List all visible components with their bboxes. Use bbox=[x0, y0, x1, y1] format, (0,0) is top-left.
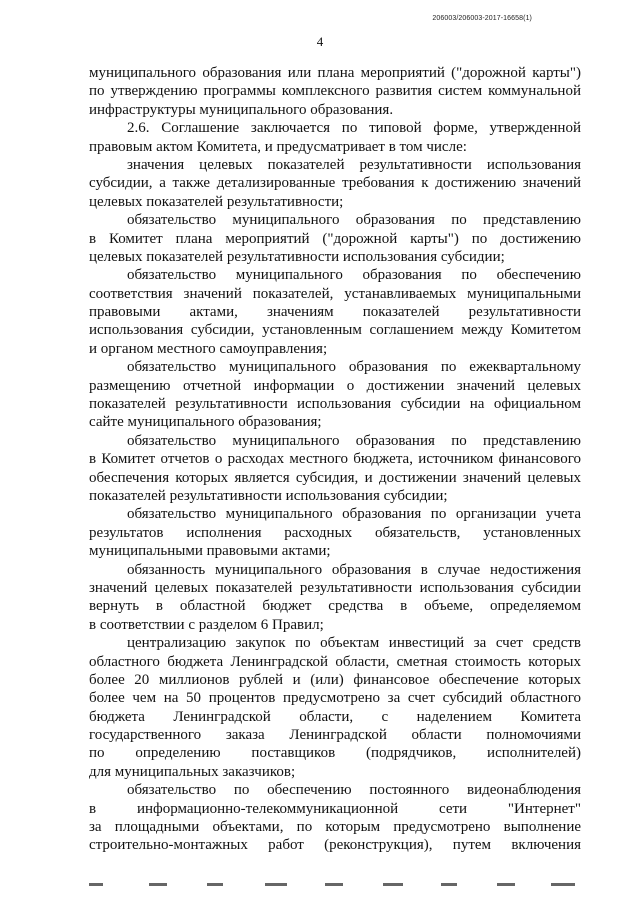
text-line: обязательство по обеспечению постоянного видеонаблюдения bbox=[127, 782, 581, 799]
text-line: 2.6. Соглашение заключается по типовой форме, утвержденной bbox=[127, 120, 581, 137]
text-line: за площадными объектами, по которым предусмотрено выполнение bbox=[89, 819, 581, 836]
text-line: целевых показателей результативности; bbox=[89, 193, 344, 210]
text-line: более 20 миллионов рублей и (или) финансовое обеспечение которых bbox=[89, 671, 581, 688]
text-line: муниципальными правовыми актами; bbox=[89, 543, 331, 560]
text-line: по определению поставщиков (подрядчиков, исполнителей) bbox=[89, 745, 581, 762]
text-line: обязательство муниципального образования по организации учета bbox=[127, 506, 581, 523]
text-line: показателей результативности использования субсидии; bbox=[89, 487, 448, 504]
text-line: бюджета Ленинградской области, с наделением Комитета bbox=[89, 708, 581, 725]
page-number: 4 bbox=[316, 34, 324, 49]
bottom-mark bbox=[441, 883, 457, 886]
bottom-mark bbox=[551, 883, 575, 886]
text-line: обеспечения которых является субсидия, и достижении значений целевых bbox=[89, 469, 581, 486]
page-bottom-marks bbox=[89, 883, 579, 887]
text-line: правовым актом Комитета, и предусматривает в том числе: bbox=[89, 138, 467, 155]
text-line: размещению отчетной информации о достижении значений целевых bbox=[89, 377, 581, 394]
text-line: сайте муниципального образования; bbox=[89, 414, 322, 431]
bottom-mark bbox=[265, 883, 287, 886]
text-line: целевых показателей результативности использования субсидии; bbox=[89, 248, 505, 265]
text-line: в информационно-телекоммуникационной сети "Интернет" bbox=[89, 800, 581, 817]
text-line: в Комитет отчетов о расходах местного бюджета, источником финансового bbox=[89, 451, 581, 468]
text-line: соответствия значений показателей, устанавливаемых муниципальными bbox=[89, 285, 581, 302]
text-line: строительно-монтажных работ (реконструкция), путем включения bbox=[89, 837, 581, 854]
text-line: централизацию закупок по объектам инвестиций за счет средств bbox=[127, 635, 581, 652]
text-line: значений целевых показателей результативности использования субсидии bbox=[89, 579, 581, 596]
text-line: обязанность муниципального образования в случае недостижения bbox=[127, 561, 581, 578]
text-line: в соответствии с разделом 6 Правил; bbox=[89, 616, 324, 633]
bottom-mark bbox=[497, 883, 515, 886]
bottom-mark bbox=[149, 883, 167, 886]
text-line: обязательство муниципального образования по представлению bbox=[127, 212, 581, 229]
text-line: вернуть в областной бюджет средства в объеме, определяемом bbox=[89, 598, 581, 615]
text-line: обязательство муниципального образования по ежеквартальному bbox=[127, 359, 581, 376]
text-line: в Комитет плана мероприятий ("дорожной карты") по достижению bbox=[89, 230, 581, 247]
text-line: субсидии, а также детализированные требования к достижению значений bbox=[89, 175, 581, 192]
text-line: государственного заказа Ленинградской области полномочиями bbox=[89, 727, 581, 744]
text-line: инфраструктуры муниципального образования. bbox=[89, 101, 394, 118]
text-line: муниципального образования или плана мероприятий ("дорожной карты") bbox=[89, 65, 581, 81]
document-id: 206003/206003-2017-16658(1) bbox=[432, 15, 532, 22]
text-line: показателей результативности использования субсидии на официальном bbox=[89, 396, 581, 413]
text-line: для муниципальных заказчиков; bbox=[89, 763, 296, 780]
bottom-mark bbox=[383, 883, 403, 886]
bottom-mark bbox=[207, 883, 223, 886]
document-body bbox=[89, 64, 581, 855]
text-line: областного бюджета Ленинградской области, сметная стоимость которых bbox=[89, 653, 581, 670]
text-line: правовыми актами, значениям показателей результативности bbox=[89, 304, 581, 321]
text-line: и органом местного самоуправления; bbox=[89, 340, 328, 357]
bottom-mark bbox=[89, 883, 103, 886]
text-line: обязательство муниципального образования по представлению bbox=[127, 432, 581, 449]
text-line: по утверждению программы комплексного развития систем коммунальной bbox=[89, 83, 581, 100]
text-line: результатов исполнения расходных обязательств, установленных bbox=[89, 524, 581, 541]
text-line: значения целевых показателей результативности использования bbox=[127, 156, 581, 173]
text-line: обязательство муниципального образования по обеспечению bbox=[127, 267, 581, 284]
bottom-mark bbox=[325, 883, 343, 886]
text-line: использования субсидии, установленным соглашением между Комитетом bbox=[89, 322, 581, 339]
text-line: более чем на 50 процентов предусмотрено за счет субсидий областного bbox=[89, 690, 581, 707]
